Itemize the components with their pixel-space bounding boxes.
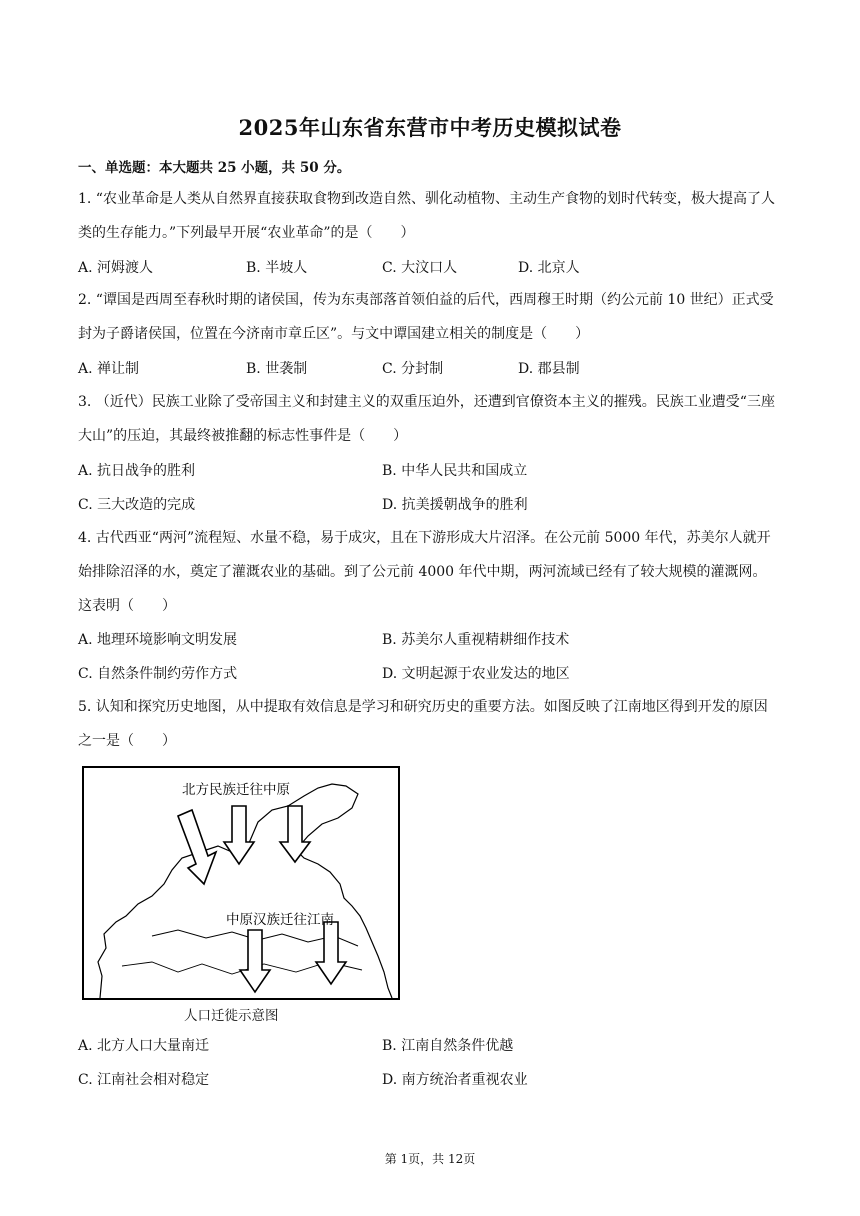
question-2-option-a[interactable]: A. 禅让制 xyxy=(78,361,140,377)
question-1-option-a[interactable]: A. 河姆渡人 xyxy=(78,260,154,276)
question-3-option-c[interactable]: C. 三大改造的完成 xyxy=(78,497,196,513)
question-5-option-d[interactable]: D. 南方统治者重视农业 xyxy=(382,1072,528,1088)
migration-map xyxy=(82,766,400,1000)
question-5-option-a[interactable]: A. 北方人口大量南迁 xyxy=(78,1038,210,1054)
question-2-option-b[interactable]: B. 世袭制 xyxy=(246,361,308,377)
question-1-option-d[interactable]: D. 北京人 xyxy=(518,260,580,276)
section-heading: 一、单选题：本大题共 25 小题，共 50 分。 xyxy=(78,160,351,176)
question-2-option-c[interactable]: C. 分封制 xyxy=(382,361,444,377)
question-3-option-d[interactable]: D. 抗美援朝战争的胜利 xyxy=(382,497,528,513)
question-5-option-b[interactable]: B. 江南自然条件优越 xyxy=(382,1038,514,1054)
question-1-option-b[interactable]: B. 半坡人 xyxy=(246,260,308,276)
question-4-option-a[interactable]: A. 地理环境影响文明发展 xyxy=(78,632,238,648)
question-5-option-c[interactable]: C. 江南社会相对稳定 xyxy=(78,1072,210,1088)
question-3-option-b[interactable]: B. 中华人民共和国成立 xyxy=(382,463,528,479)
question-4-option-d[interactable]: D. 文明起源于农业发达的地区 xyxy=(382,666,570,682)
question-3-stem: 3. （近代）民族工业除了受帝国主义和封建主义的双重压迫外，还遭到官僚资本主义的摧残。民族工业遭受“三座大山”的压迫，其最终被推翻的标志性事件是（ ） xyxy=(78,394,775,444)
question-4-stem: 4. 古代西亚“两河”流程短、水量不稳，易于成灾，且在下游形成大片沼泽。在公元前 5000 年代，苏美尔人就开始排除沼泽的水，奠定了灌溉农业的基础。到了公元前 4000 年代中期，两河流域已经有了较大规模的灌溉网。这表明（ ） xyxy=(78,530,771,614)
question-1-stem: 1. “农业革命是人类从自然界直接获取食物到改造自然、驯化动植物、主动生产食物的划时代转变，极大提高了人类的生存能力。”下列最早开展“农业革命”的是（ ） xyxy=(78,191,775,241)
question-4-option-c[interactable]: C. 自然条件制约劳作方式 xyxy=(78,666,238,682)
map-caption: 人口迁徙示意图 xyxy=(184,1008,279,1024)
map-label-south: 中原汉族迁往江南 xyxy=(226,912,334,928)
map-frame xyxy=(83,767,399,999)
question-5-stem: 5. 认知和探究历史地图，从中提取有效信息是学习和研究历史的重要方法。如图反映了江南地区得到开发的原因之一是（ ） xyxy=(78,699,768,749)
question-1-option-c[interactable]: C. 大汶口人 xyxy=(382,260,458,276)
question-3-option-a[interactable]: A. 抗日战争的胜利 xyxy=(78,463,196,479)
map-label-north: 北方民族迁往中原 xyxy=(182,782,290,798)
question-2-stem: 2. “谭国是西周至春秋时期的诸侯国，传为东夷部落首领伯益的后代，西周穆王时期（约公元前 10 世纪）正式受封为子爵诸侯国，位置在今济南市章丘区”。与文中谭国建立相关的制度是（ ） xyxy=(78,292,774,342)
question-4-option-b[interactable]: B. 苏美尔人重视精耕细作技术 xyxy=(382,632,570,648)
page-title: 2025年山东省东营市中考历史模拟试卷 xyxy=(238,115,622,140)
page-footer: 第 1页，共 12页 xyxy=(384,1152,476,1166)
question-2-option-d[interactable]: D. 郡县制 xyxy=(518,361,580,377)
